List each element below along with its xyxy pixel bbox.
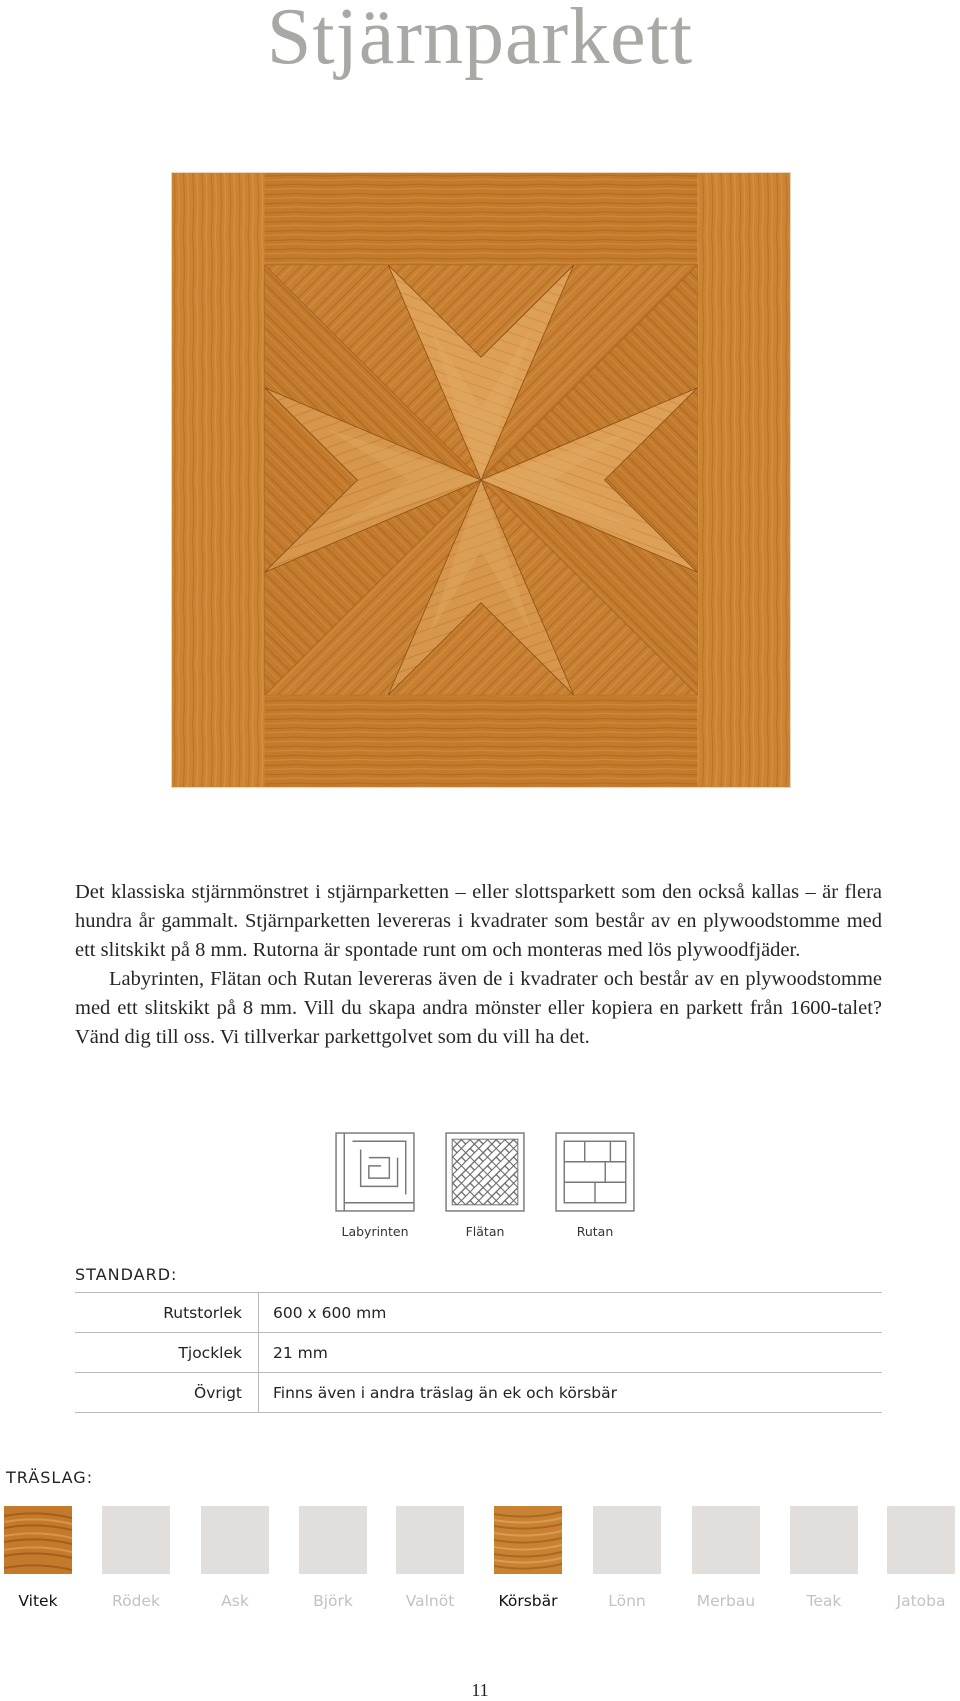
spec-row [75, 1293, 882, 1333]
swatch-lonn [578, 1506, 676, 1610]
pattern-label: Flätan [465, 1224, 505, 1239]
wood-chip [396, 1506, 464, 1574]
swatch-merbau [677, 1506, 775, 1610]
spec-table [75, 1292, 882, 1413]
swatch-bjork [284, 1506, 382, 1610]
wood-chip [692, 1506, 760, 1574]
spec-row [75, 1373, 882, 1413]
wood-types-heading: TRÄSLAG: [6, 1468, 94, 1487]
pattern-label: Labyrinten [341, 1224, 409, 1239]
swatch-vitek [0, 1506, 87, 1610]
pattern-label: Rutan [576, 1224, 614, 1239]
page-title: Stjärnparkett [266, 0, 694, 81]
wood-chip [4, 1506, 72, 1574]
swatch-name: Jatoba [896, 1592, 946, 1610]
square-pattern-icon [554, 1131, 636, 1213]
wood-chip [102, 1506, 170, 1574]
pattern-rutan [540, 1125, 650, 1239]
spec-value: 600 x 600 mm [273, 1303, 387, 1322]
spec-key: Tjocklek [75, 1333, 259, 1373]
wood-chip [887, 1506, 955, 1574]
swatch-teak [775, 1506, 873, 1610]
description-paragraph-1: Det klassiska stjärnmönstret i stjärnparketten – eller slottsparkett som den också kallas – är flera hundra år gammalt. Stjärnparketten levereras i kvadrater som består av en plywoodstomme med ett slitskikt på 8 mm. Rutorna är spontade runt om och monteras med lös plywoodfjäder. [75, 881, 882, 961]
swatch-name: Körsbär [498, 1592, 558, 1610]
swatch-name: Teak [806, 1592, 842, 1610]
swatch-name: Björk [313, 1592, 353, 1610]
swatch-name: Vitek [18, 1592, 58, 1610]
spec-row [75, 1333, 882, 1373]
wood-chip [201, 1506, 269, 1574]
standard-heading: STANDARD: [75, 1265, 178, 1284]
swatch-rodek [87, 1506, 185, 1610]
description-text [75, 878, 882, 1052]
pattern-gallery [320, 1125, 650, 1240]
pattern-flatan [430, 1125, 540, 1239]
swatch-name: Ask [221, 1592, 249, 1610]
swatch-valnot [381, 1506, 479, 1610]
swatch-name: Merbau [696, 1592, 756, 1610]
wood-chip [593, 1506, 661, 1574]
swatch-jatoba [872, 1506, 960, 1610]
wood-chip [494, 1506, 562, 1574]
wood-swatch-row [0, 1506, 960, 1616]
spec-key: Rutstorlek [75, 1293, 259, 1333]
swatch-name: Rödek [112, 1592, 160, 1610]
wood-chip [790, 1506, 858, 1574]
pattern-labyrinten [320, 1125, 430, 1239]
spec-key: Övrigt [75, 1373, 259, 1413]
page-number: 11 [471, 1680, 489, 1700]
labyrinth-pattern-icon [334, 1131, 416, 1213]
spec-value: 21 mm [273, 1343, 328, 1362]
description-paragraph-2: Labyrinten, Flätan och Rutan levereras även de i kvadrater och består av en plywoodstomme med ett slitskikt på 8 mm. Vill du skapa andra mönster eller kopiera en parkett från 1600-talet? Vänd dig till oss. Vi tillverkar parkettgolvet som du vill ha det. [75, 968, 882, 1048]
star-parquet-image [172, 173, 790, 787]
swatch-name: Valnöt [405, 1592, 455, 1610]
braid-pattern-icon [444, 1131, 526, 1213]
swatch-korsbar [479, 1506, 577, 1610]
swatch-name: Lönn [608, 1592, 646, 1610]
spec-value: Finns även i andra träslag än ek och körsbär [273, 1383, 617, 1402]
wood-chip [299, 1506, 367, 1574]
swatch-ask [186, 1506, 284, 1610]
